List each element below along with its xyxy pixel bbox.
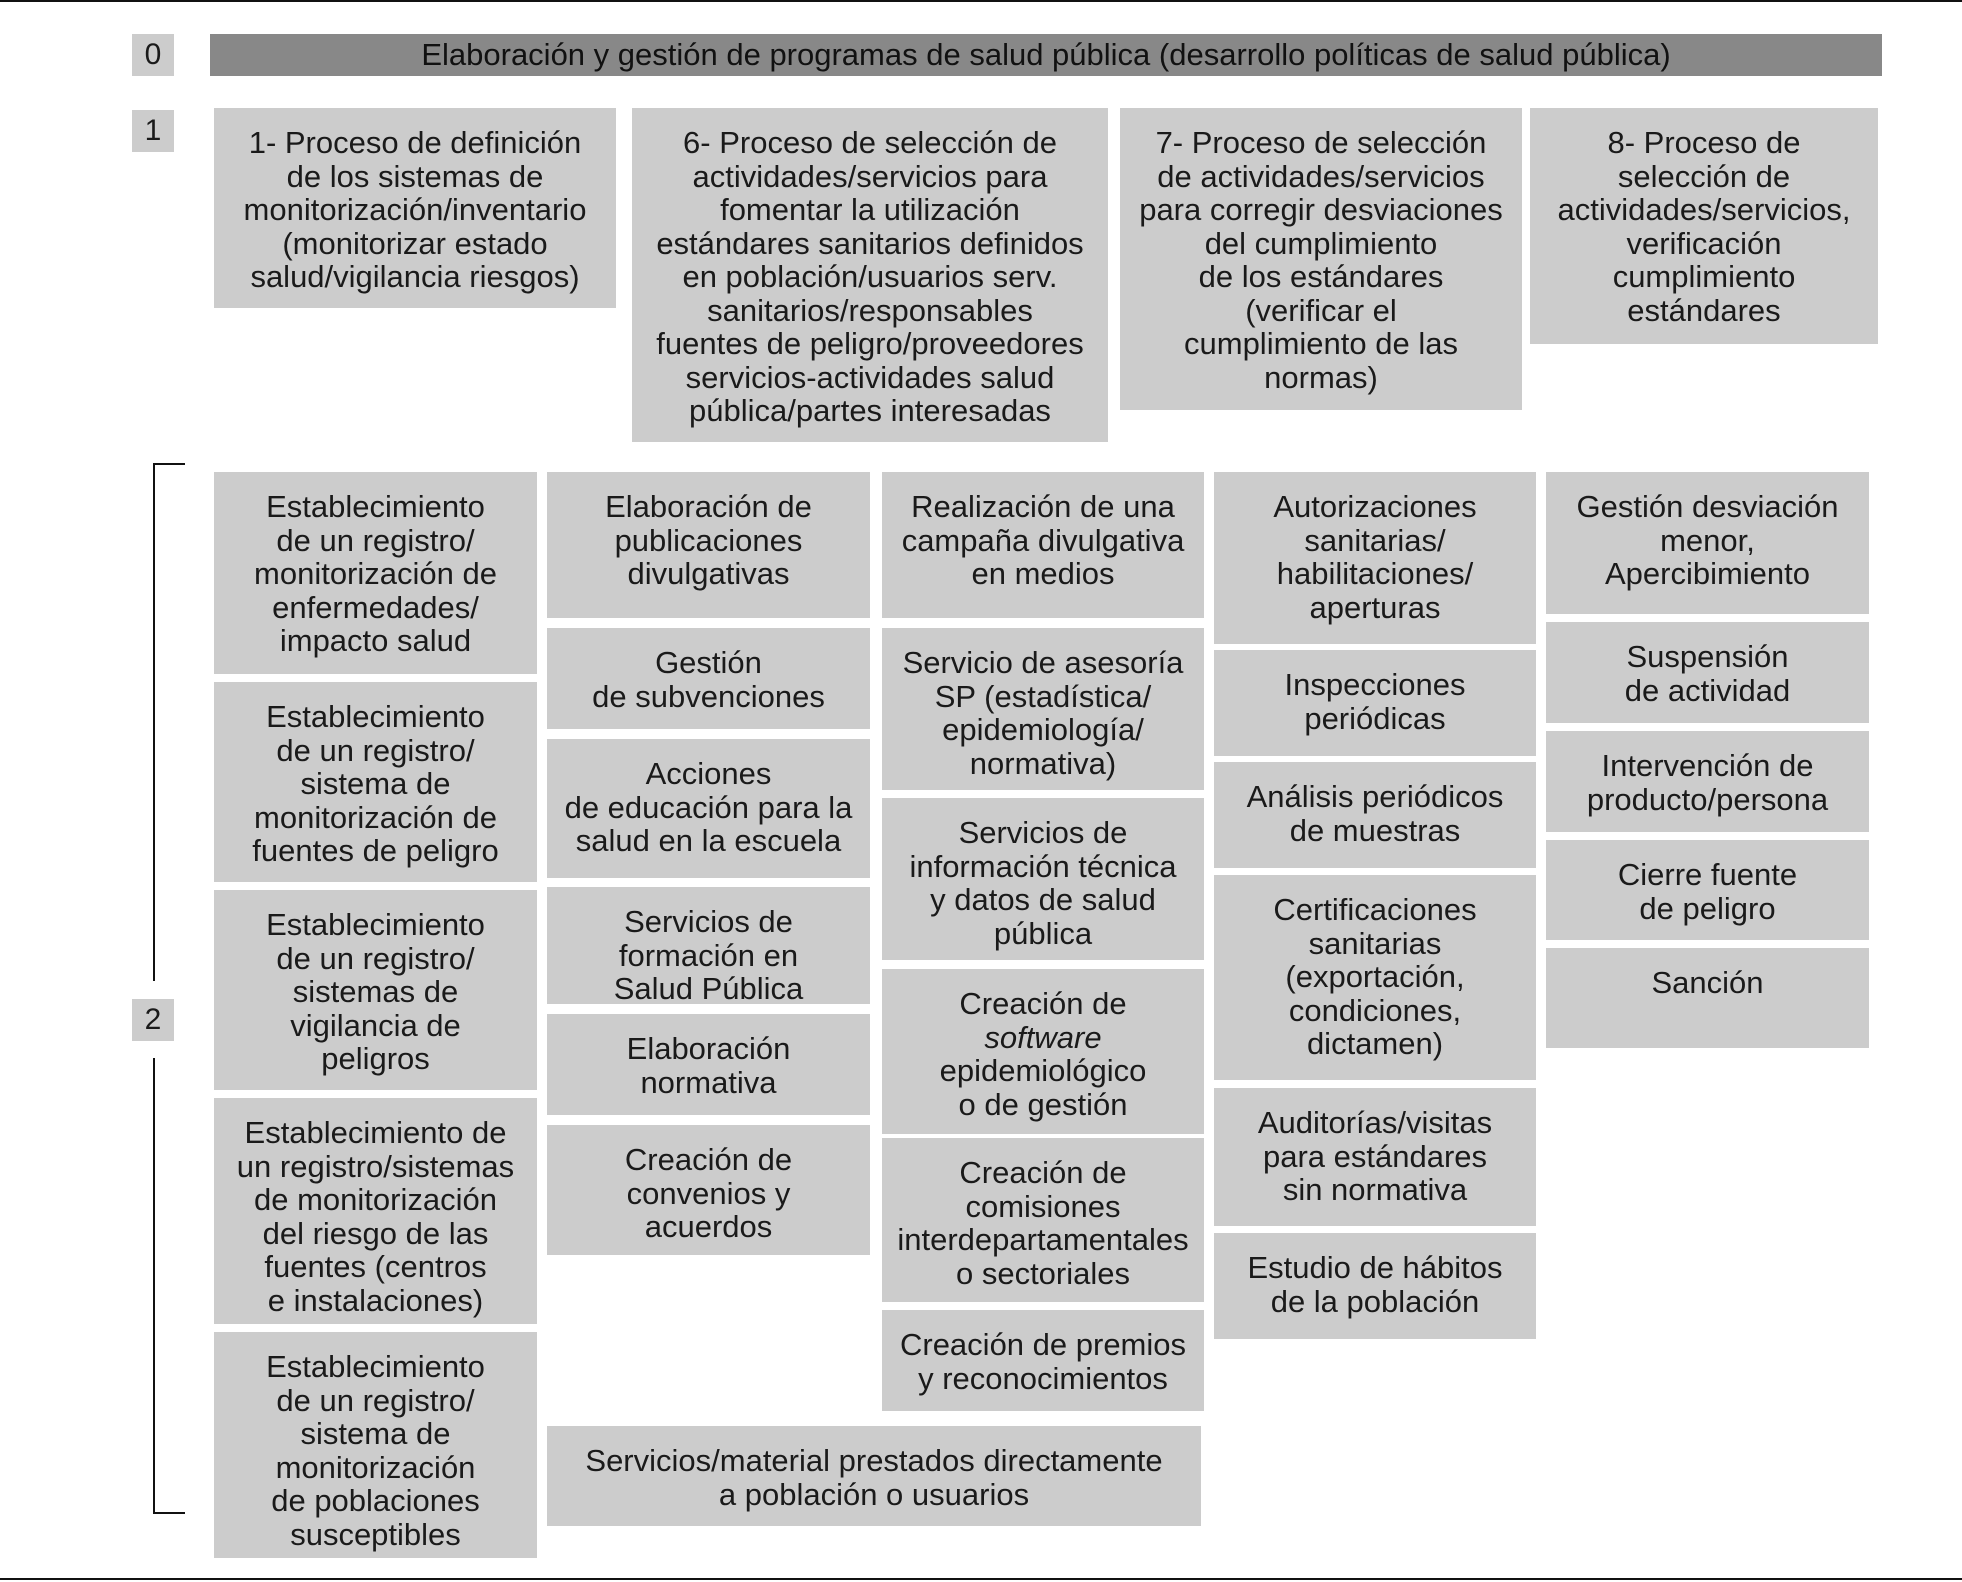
bracket-top-tick xyxy=(153,463,185,465)
periodic-inspections-box: Inspecciones periódicas xyxy=(1214,650,1536,756)
advisory-service-box: Servicio de asesoría SP (estadística/ epidemiología/ normativa) xyxy=(882,628,1204,790)
level-0-title: Elaboración y gestión de programas de salud pública (desarrollo políticas de salud pública) xyxy=(210,34,1882,76)
software-word: software xyxy=(984,1019,1102,1055)
school-health-education-box: Acciones de educación para la salud en la escuela xyxy=(547,739,870,878)
sanction-box: Sanción xyxy=(1546,948,1869,1048)
bracket-bottom-tick xyxy=(153,1512,185,1514)
software-creation-line1: Creación de xyxy=(959,986,1127,1021)
divulgative-publications-box: Elaboración de publicaciones divulgativas xyxy=(547,472,870,618)
commissions-box: Creación de comisiones interdepartamentales o sectoriales xyxy=(882,1138,1204,1302)
registry-susceptible-pop-box: Establecimiento de un registro/ sistema de monitorización de poblaciones susceptibles xyxy=(214,1332,537,1558)
minor-deviation-box: Gestión desviación menor, Apercibimiento xyxy=(1546,472,1869,614)
level-1-label: 1 xyxy=(132,110,174,152)
hazard-source-closure-box: Cierre fuente de peligro xyxy=(1546,840,1869,940)
technical-info-box: Servicios de información técnica y datos de salud pública xyxy=(882,798,1204,960)
software-creation-line3: epidemiológico o de gestión xyxy=(939,1053,1147,1122)
habits-study-box: Estudio de hábitos de la población xyxy=(1214,1233,1536,1339)
direct-services-box: Servicios/material prestados directamente a población o usuarios xyxy=(547,1426,1201,1526)
registry-hazard-sources-box: Establecimiento de un registro/ sistema de monitorización de fuentes de peligro xyxy=(214,682,537,882)
regulation-drafting-box: Elaboración normativa xyxy=(547,1014,870,1115)
process-1-box: 1- Proceso de definición de los sistemas de monitorización/inventario (monitorizar estado salud/vigilancia riesgos) xyxy=(214,108,616,308)
audits-visits-box: Auditorías/visitas para estándares sin normativa xyxy=(1214,1088,1536,1226)
software-creation-text xyxy=(940,987,1147,1121)
level-0-label: 0 xyxy=(132,34,174,76)
product-person-intervention-box: Intervención de producto/persona xyxy=(1546,731,1869,832)
bracket-upper-line xyxy=(153,463,155,981)
awards-box: Creación de premios y reconocimientos xyxy=(882,1310,1204,1411)
subsidies-box: Gestión de subvenciones xyxy=(547,628,870,729)
bottom-rule xyxy=(0,1578,1962,1580)
process-8-box: 8- Proceso de selección de actividades/servicios, verificación cumplimiento estándares xyxy=(1530,108,1878,344)
top-rule xyxy=(0,0,1962,2)
sanitary-certifications-box: Certificaciones sanitarias (exportación, condiciones, dictamen) xyxy=(1214,875,1536,1080)
registry-hazard-surveillance-box: Establecimiento de un registro/ sistemas de vigilancia de peligros xyxy=(214,890,537,1090)
sample-analysis-box: Análisis periódicos de muestras xyxy=(1214,762,1536,868)
media-campaign-box: Realización de una campaña divulgativa en medios xyxy=(882,472,1204,618)
public-health-training-box: Servicios de formación en Salud Pública xyxy=(547,887,870,1004)
activity-suspension-box: Suspensión de actividad xyxy=(1546,622,1869,723)
process-7-box: 7- Proceso de selección de actividades/servicios para corregir desviaciones del cumplimiento de los estándares (verificar el cumplimiento de las normas) xyxy=(1120,108,1522,410)
registry-source-risk-box: Establecimiento de un registro/sistemas de monitorización del riesgo de las fuentes (centros e instalaciones) xyxy=(214,1098,537,1324)
bracket-lower-line xyxy=(153,1058,155,1514)
sanitary-authorizations-box: Autorizaciones sanitarias/ habilitaciones/ aperturas xyxy=(1214,472,1536,644)
level-2-label: 2 xyxy=(132,999,174,1041)
process-6-box: 6- Proceso de selección de actividades/servicios para fomentar la utilización estándares sanitarios definidos en población/usuarios serv. sanitarios/responsables fuentes de peligro/proveedores servicios-actividades salud pública/partes interesadas xyxy=(632,108,1108,442)
registry-diseases-box: Establecimiento de un registro/ monitorización de enfermedades/ impacto salud xyxy=(214,472,537,674)
software-creation-box xyxy=(882,969,1204,1134)
agreements-box: Creación de convenios y acuerdos xyxy=(547,1125,870,1255)
